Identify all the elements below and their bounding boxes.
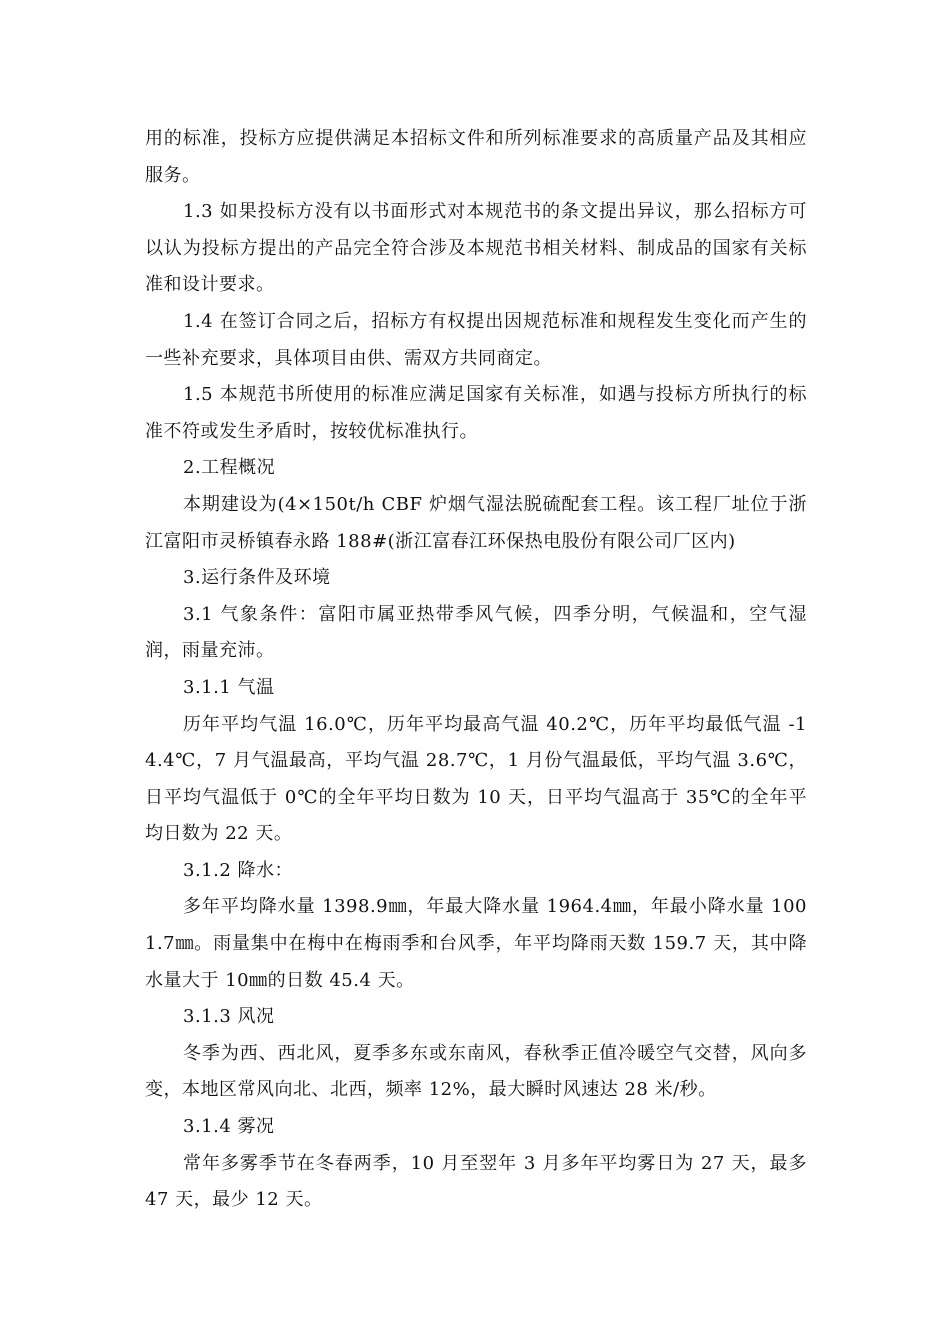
subsection-heading-3-1-3: 3.1.3 风况 [183,1006,275,1028]
paragraph-wind: 冬季为西、西北风，夏季多东或东南风，春秋季正值冷暖空气交替，风向多变，本地区常风向北、北西，频率 12%，最大瞬时风速达 28 米/秒。 [145,1042,807,1101]
document-body [145,121,807,1219]
section-heading-2: 2.工程概况 [183,457,276,479]
paragraph-1-5: 1.5 本规范书所使用的标准应满足国家有关标准，如遇与投标方所执行的标准不符或发生矛盾时，按较优标准执行。 [145,384,807,442]
subsection-heading-3-1-4: 3.1.4 雾况 [183,1116,275,1138]
subsection-heading-3-1-2: 3.1.2 降水： [183,859,294,881]
paragraph-3-1: 3.1 气象条件：富阳市属亚热带季风气候，四季分明，气候温和，空气湿润，雨量充沛。 [145,603,807,662]
section-heading-3: 3.运行条件及环境 [183,567,331,589]
paragraph-fog: 常年多雾季节在冬春两季，10 月至翌年 3 月多年平均雾日为 27 天，最多 47 天，最少 12 天。 [145,1152,807,1211]
paragraph-continuation: 用的标准，投标方应提供满足本招标文件和所列标准要求的高质量产品及其相应服务。 [145,128,807,186]
paragraph-project-overview: 本期建设为(4×150t/h CBF 炉烟气湿法脱硫配套工程。该工程厂址位于浙江富阳市灵桥镇春永路 188#(浙江富春江环保热电股份有限公司厂区内) [145,493,807,552]
paragraph-precipitation: 多年平均降水量 1398.9㎜，年最大降水量 1964.4㎜，年最小降水量 1001.7㎜。雨量集中在梅中在梅雨季和台风季，年平均降雨天数 159.7 天，其中降水量大于 10㎜的日数 45.4 天。 [145,896,807,991]
subsection-heading-3-1-1: 3.1.1 气温 [183,676,275,698]
paragraph-temperature: 历年平均气温 16.0℃，历年平均最高气温 40.2℃，历年平均最低气温 -14.4℃，7 月气温最高，平均气温 28.7℃，1 月份气温最低，平均气温 3.6℃，日平均气温低于 0℃的全年平均日数为 10 天，日平均气温高于 35℃的全年平均日数为 22 天。 [145,713,807,845]
paragraph-1-3: 1.3 如果投标方没有以书面形式对本规范书的条文提出异议，那么招标方可以认为投标方提出的产品完全符合涉及本规范书相关材料、制成品的国家有关标准和设计要求。 [145,201,807,296]
paragraph-1-4: 1.4 在签订合同之后，招标方有权提出因规范标准和规程发生变化而产生的一些补充要求，具体项目由供、需双方共同商定。 [145,310,807,369]
